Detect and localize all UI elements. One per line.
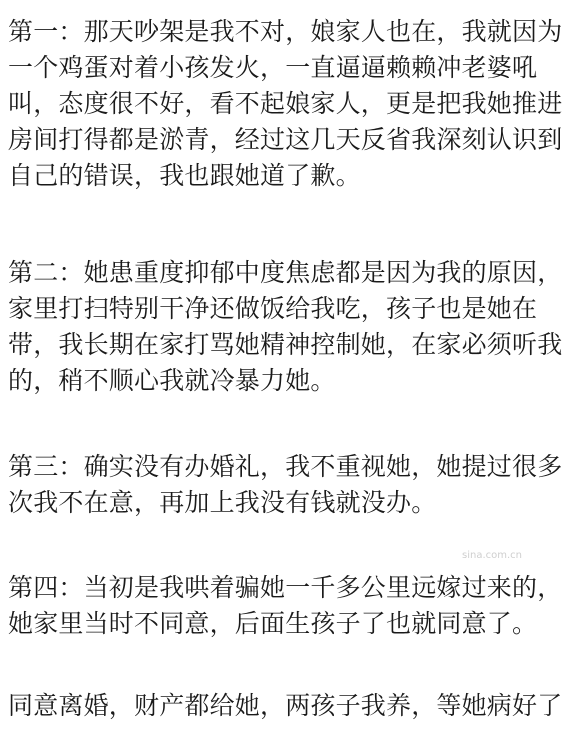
text-line: 带，我长期在家打骂她精神控制她，在家必须听我 (8, 330, 563, 359)
text-line: 第一：那天吵架是我不对，娘家人也在，我就因为 (8, 17, 563, 46)
text-line: 家里打扫特别干净还做饭给我吃，孩子也是她在 (8, 294, 538, 323)
text-line: 的，稍不顺心我就冷暴力她。 (8, 366, 336, 395)
paragraph-fourth (8, 570, 582, 642)
text-line: 第四：当初是我哄着骗她一千多公里远嫁过来的， (8, 573, 563, 602)
paragraph-second (8, 255, 582, 399)
text-line: 自己的错误，我也跟她道了歉。 (8, 161, 361, 190)
text-line: 同意离婚，财产都给她，两孩子我养，等她病好了 (8, 691, 563, 720)
paragraph-third (8, 449, 582, 521)
text-line: 第三：确实没有办婚礼，我不重视她，她提过很多 (8, 452, 563, 481)
paragraph-first (8, 14, 582, 194)
text-line: 叫，态度很不好，看不起娘家人，更是把我她推进 (8, 89, 563, 118)
text-line: 房间打得都是淤青，经过这几天反省我深刻认识到 (8, 125, 563, 154)
text-line: 她家里当时不同意，后面生孩子了也就同意了。 (8, 609, 538, 638)
watermark: sina.com.cn (462, 550, 523, 561)
text-line: 一个鸡蛋对着小孩发火，一直逼逼赖赖冲老婆吼 (8, 53, 538, 82)
text-line: 次我不在意，再加上我没有钱就没办。 (8, 488, 437, 517)
paragraph-fifth (8, 688, 582, 724)
text-line: 第二：她患重度抑郁中度焦虑都是因为我的原因， (8, 258, 563, 287)
